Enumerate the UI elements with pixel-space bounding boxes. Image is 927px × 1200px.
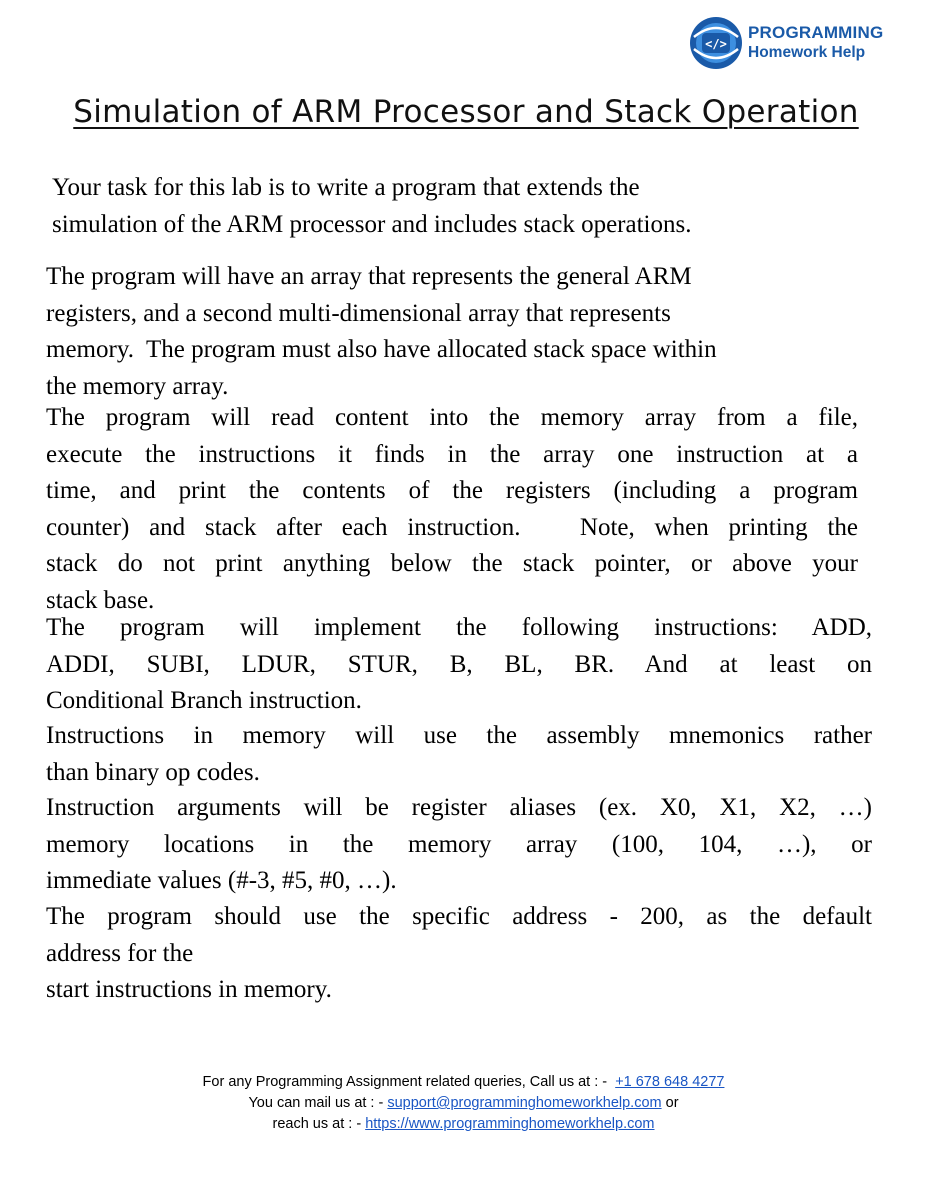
footer-call-text: For any Programming Assignment related queries, Call us at : - [202,1074,608,1090]
text-line: registers, and a second multi-dimensional array that represents [46,299,671,327]
svg-text:</>: </> [705,37,727,51]
email-link[interactable]: support@programminghomeworkhelp.com [387,1095,662,1111]
paragraph-task [52,170,842,243]
text-line: simulation of the ARM processor and includes stack operations. [52,210,692,238]
text-line: Instructions in memory will use the assembly mnemonics rather [46,722,872,749]
text-line: memory. The program must also have allocated stack space within [46,336,717,363]
text-line: The program will have an array that represents the general ARM [46,263,692,290]
paragraph-mnemonics [46,718,872,791]
code-brackets-icon [688,15,744,71]
brand-line2: Homework Help [748,44,866,61]
website-link[interactable]: https://www.programminghomeworkhelp.com [365,1116,655,1132]
text-line: The program will read content into the memory array from a file, [46,404,858,431]
text-line: Your task for this lab is to write a program that extends the [52,174,640,201]
paragraph-default-address [46,899,872,1009]
footer-line-phone [0,1072,927,1093]
text-line: Conditional Branch instruction. [46,687,362,714]
text-line: start instructions in memory. [46,976,332,1003]
text-line: counter) and stack after each instruction. Note, when printing the [46,513,858,541]
brand-line1: PROGRAMMING [748,23,884,42]
phone-link[interactable]: +1 678 648 4277 [615,1074,725,1090]
text-line: immediate values (#-3, #5, #0, …). [46,867,397,894]
paragraph-arrays [46,259,866,405]
text-line: execute the instructions it finds in the array one instruction at a [46,440,858,468]
page-title: Simulation of ARM Processor and Stack Operation [73,94,859,130]
text-line: ADDI, SUBI, LDUR, STUR, B, BL, BR. And at least on [46,650,872,678]
footer-line-email [0,1093,927,1114]
brand-name [748,23,883,63]
text-line: The program will implement the following instructions: ADD, [46,614,872,641]
brand-logo [688,12,908,74]
text-line: than binary op codes. [46,758,260,786]
text-line: Instruction arguments will be register aliases (ex. X0, X1, X2, …) [46,794,872,821]
footer-or-text: or [665,1095,679,1111]
footer-contact [0,1072,927,1135]
text-line: stack base. [46,586,155,614]
text-line: the memory array. [46,372,229,400]
footer-mail-text: You can mail us at : - [248,1095,384,1111]
text-line: The program should use the specific address - 200, as the default [46,903,872,930]
paragraph-arguments [46,790,872,900]
text-line: memory locations in the memory array (100, 104, …), or [46,830,872,858]
text-line: time, and print the contents of the registers (including a program [46,477,858,504]
footer-reach-text: reach us at : - [272,1116,362,1132]
text-line: address for the [46,939,194,967]
paragraph-instructions [46,610,872,720]
footer-line-website [0,1114,927,1135]
text-line: stack do not print anything below the stack pointer, or above your [46,550,858,577]
paragraph-read-execute [46,400,858,619]
